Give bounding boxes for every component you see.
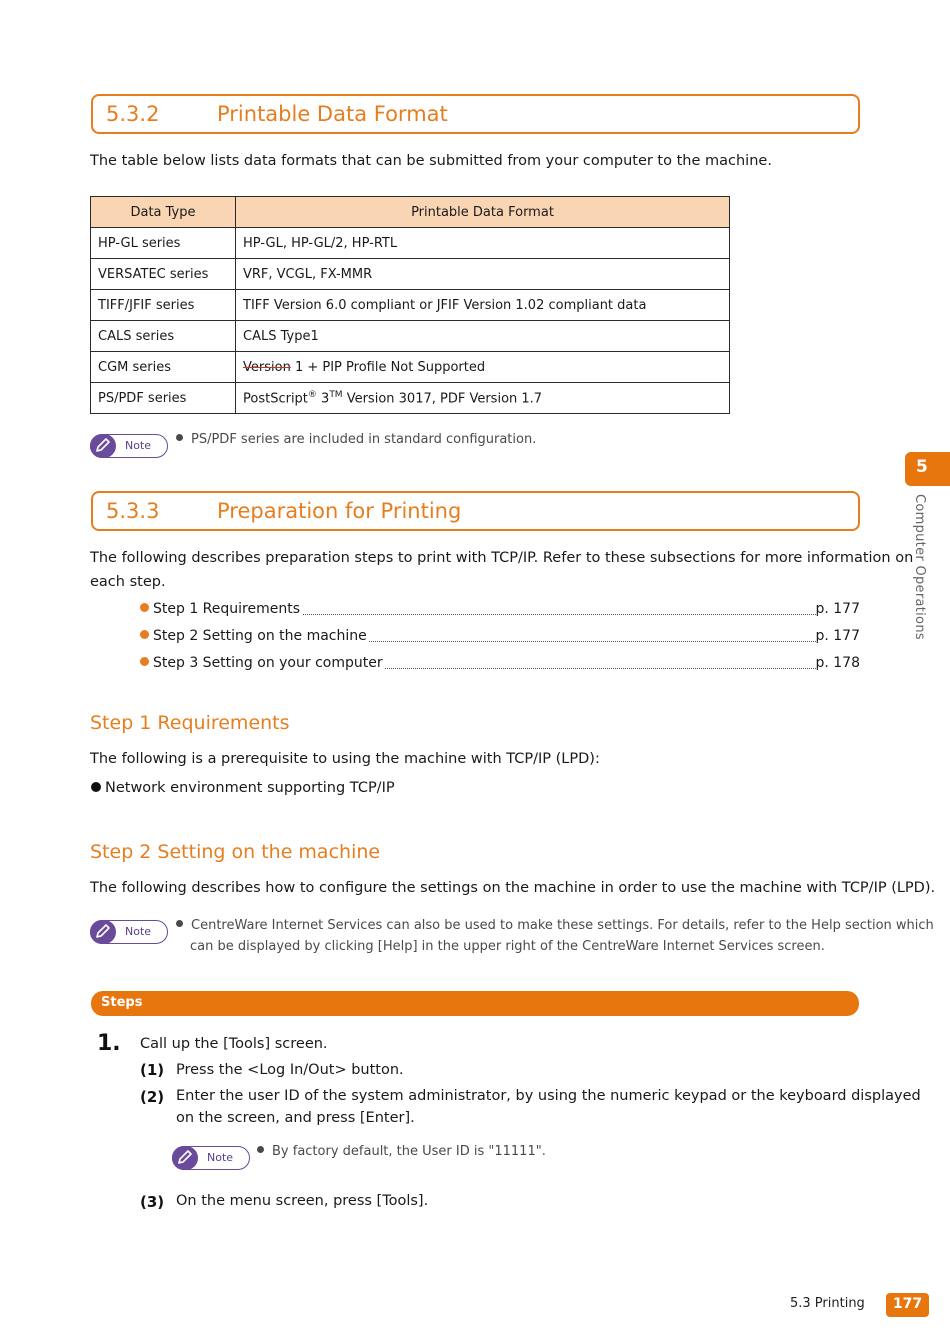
toc-label: Step 3 Setting on your computer	[153, 655, 383, 671]
table-cell: CALS Type1	[236, 321, 730, 352]
toc-link-step1[interactable]	[140, 601, 860, 621]
table-cell: CGM series	[91, 352, 236, 383]
toc-page: p. 177	[815, 601, 860, 617]
toc-page: p. 177	[815, 628, 860, 644]
chapter-tab	[905, 452, 950, 486]
section-intro: The following describes preparation steps to print with TCP/IP. Refer to these subsections for more information on	[90, 550, 914, 566]
footer-section: 5.3 Printing	[790, 1296, 865, 1311]
section-header-5-3-2	[91, 94, 860, 134]
steps-label: Steps	[101, 995, 143, 1010]
cell-text: PostScript	[243, 391, 308, 407]
table-cell: TIFF/JFIF series	[91, 290, 236, 321]
toc-label: Step 2 Setting on the machine	[153, 628, 367, 644]
note-text-cont: can be displayed by clicking [Help] in the upper right of the CentreWare Internet Services screen.	[190, 939, 825, 954]
table-header-row	[91, 197, 730, 228]
cell-text: 3	[316, 391, 330, 407]
chapter-number: 5	[916, 457, 928, 477]
section-number: 5.3.2	[106, 102, 160, 126]
table-row	[91, 228, 730, 259]
page-number: 177	[892, 1296, 923, 1312]
note-content: CentreWare Internet Services can also be used to make these settings. For details, refer to the Help section which	[191, 918, 934, 933]
note-label: Note	[125, 439, 152, 452]
table-cell: VERSATEC series	[91, 259, 236, 290]
toc-link-step3[interactable]	[140, 655, 860, 675]
bullet-icon	[140, 603, 149, 612]
struck-text: Version	[243, 359, 291, 375]
table-row	[91, 383, 730, 414]
table-cell: CALS series	[91, 321, 236, 352]
table-cell: PS/PDF series	[91, 383, 236, 414]
bullet-text: Network environment supporting TCP/IP	[105, 780, 395, 796]
section-header-5-3-3	[91, 491, 860, 531]
pencil-icon	[90, 920, 116, 944]
substep-text: Press the <Log In/Out> button.	[176, 1062, 404, 1078]
bullet-icon	[257, 1146, 264, 1153]
superscript: ®	[307, 389, 317, 400]
superscript: TM	[329, 389, 343, 400]
note-content: By factory default, the User ID is "11111".	[272, 1144, 546, 1159]
step-number: 1.	[97, 1031, 121, 1056]
printable-data-format-table	[90, 196, 730, 414]
table-row	[91, 290, 730, 321]
step2-heading: Step 2 Setting on the machine	[90, 841, 381, 863]
note-text	[257, 1141, 546, 1162]
note-badge	[90, 434, 168, 458]
substep-number: (3)	[140, 1193, 165, 1211]
toc-label: Step 1 Requirements	[153, 601, 301, 617]
step1-heading: Step 1 Requirements	[90, 712, 290, 734]
substep-number: (1)	[140, 1061, 165, 1079]
bullet-icon	[140, 630, 149, 639]
step-text: Call up the [Tools] screen.	[140, 1036, 328, 1052]
bullet-icon	[176, 920, 183, 927]
cell-text: 1 + PIP Profile Not Supported	[290, 359, 486, 375]
chapter-label: Computer Operations	[912, 494, 927, 640]
table-row	[91, 259, 730, 290]
section-title: Preparation for Printing	[217, 499, 462, 523]
section-title: Printable Data Format	[217, 102, 448, 126]
table-cell	[236, 352, 730, 383]
table-row	[91, 352, 730, 383]
substep-text-cont: on the screen, and press [Enter].	[176, 1110, 415, 1126]
step1-bullet	[91, 780, 395, 796]
note-content: PS/PDF series are included in standard configuration.	[191, 432, 537, 447]
note-label: Note	[207, 1151, 234, 1164]
pencil-icon	[172, 1146, 198, 1170]
section-number: 5.3.3	[106, 499, 160, 523]
table-cell: TIFF Version 6.0 compliant or JFIF Version 1.02 compliant data	[236, 290, 730, 321]
table-row	[91, 321, 730, 352]
bullet-icon	[176, 434, 183, 441]
table-cell: VRF, VCGL, FX-MMR	[236, 259, 730, 290]
bullet-icon	[91, 782, 101, 792]
steps-bar	[91, 991, 859, 1016]
bullet-icon	[140, 657, 149, 666]
pencil-icon	[90, 434, 116, 458]
step1-text: The following is a prerequisite to using the machine with TCP/IP (LPD):	[90, 751, 600, 767]
substep-text: On the menu screen, press [Tools].	[176, 1193, 429, 1209]
column-header: Printable Data Format	[236, 197, 730, 228]
substep-text: Enter the user ID of the system administrator, by using the numeric keypad or the keyboard displayed	[176, 1088, 921, 1104]
note-text	[176, 429, 536, 450]
table-cell	[236, 383, 730, 414]
toc-link-step2[interactable]	[140, 628, 860, 648]
table-cell: HP-GL series	[91, 228, 236, 259]
column-header: Data Type	[91, 197, 236, 228]
note-text	[176, 915, 934, 936]
note-label: Note	[125, 925, 152, 938]
step2-text: The following describes how to configure the settings on the machine in order to use the machine with TCP/IP (LPD).	[90, 880, 936, 896]
cell-text: Version 3017, PDF Version 1.7	[342, 391, 543, 407]
toc-page: p. 178	[815, 655, 860, 671]
table-cell: HP-GL, HP-GL/2, HP-RTL	[236, 228, 730, 259]
substep-number: (2)	[140, 1088, 165, 1106]
page-number-badge	[886, 1293, 929, 1317]
section-intro: The table below lists data formats that can be submitted from your computer to the machine.	[90, 153, 772, 169]
note-badge	[172, 1146, 250, 1170]
section-intro-cont: each step.	[90, 574, 166, 590]
note-badge	[90, 920, 168, 944]
